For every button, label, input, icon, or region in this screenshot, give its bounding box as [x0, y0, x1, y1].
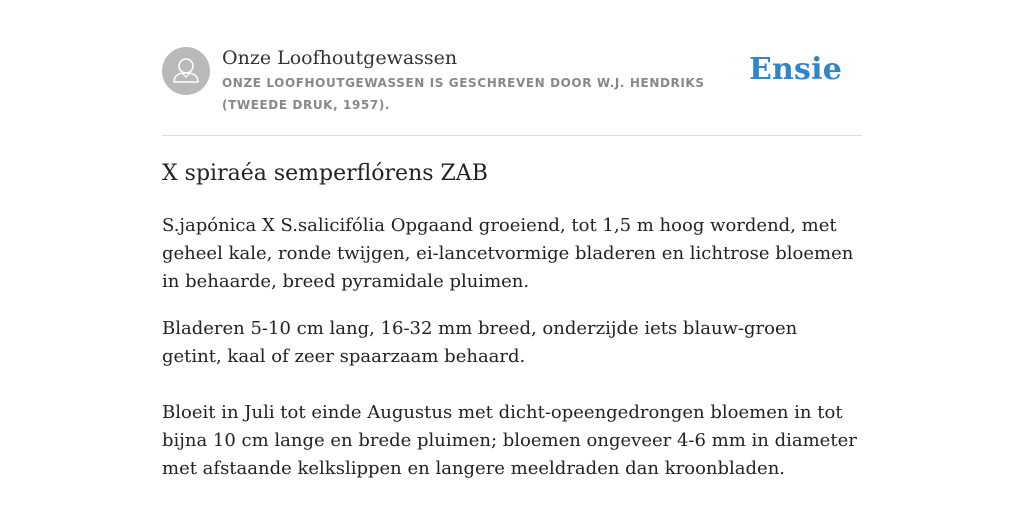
book-title[interactable]: Onze Loofhoutgewassen: [222, 47, 458, 69]
entry-content: [162, 158, 862, 479]
source-header: [162, 46, 862, 136]
user-avatar-icon: [162, 47, 210, 95]
book-description: ONZE LOOFHOUTGEWASSEN IS GESCHREVEN DOOR W.J. HENDRIKS (TWEEDE DRUK, 1957).: [222, 76, 705, 112]
ensie-logo[interactable]: Ensie: [748, 52, 842, 87]
entry-paragraph: Bladeren 5-10 cm lang, 16-32 mm breed, onderzijde iets blauw-groen getint, kaal of zeer spaarzaam behaard.: [162, 318, 798, 367]
entry-paragraph: Bloeit in Juli tot einde Augustus met dicht-opeengedrongen bloemen in tot bijna 10 cm lange en brede pluimen; bloemen ongeveer 4-6 mm in diameter met afstaande kelkslippen en langere meeldraden dan kroonbladen.: [162, 402, 857, 479]
entry-paragraph: S.japónica X S.salicifólia Opgaand groeiend, tot 1,5 m hoog wordend, met geheel kale, ronde twijgen, ei-lancetvormige bladeren en lichtrose bloemen in behaarde, breed pyramidale pluimen.: [162, 215, 854, 292]
entry-title: X spiraéa semperflórens ZAB: [162, 161, 488, 186]
